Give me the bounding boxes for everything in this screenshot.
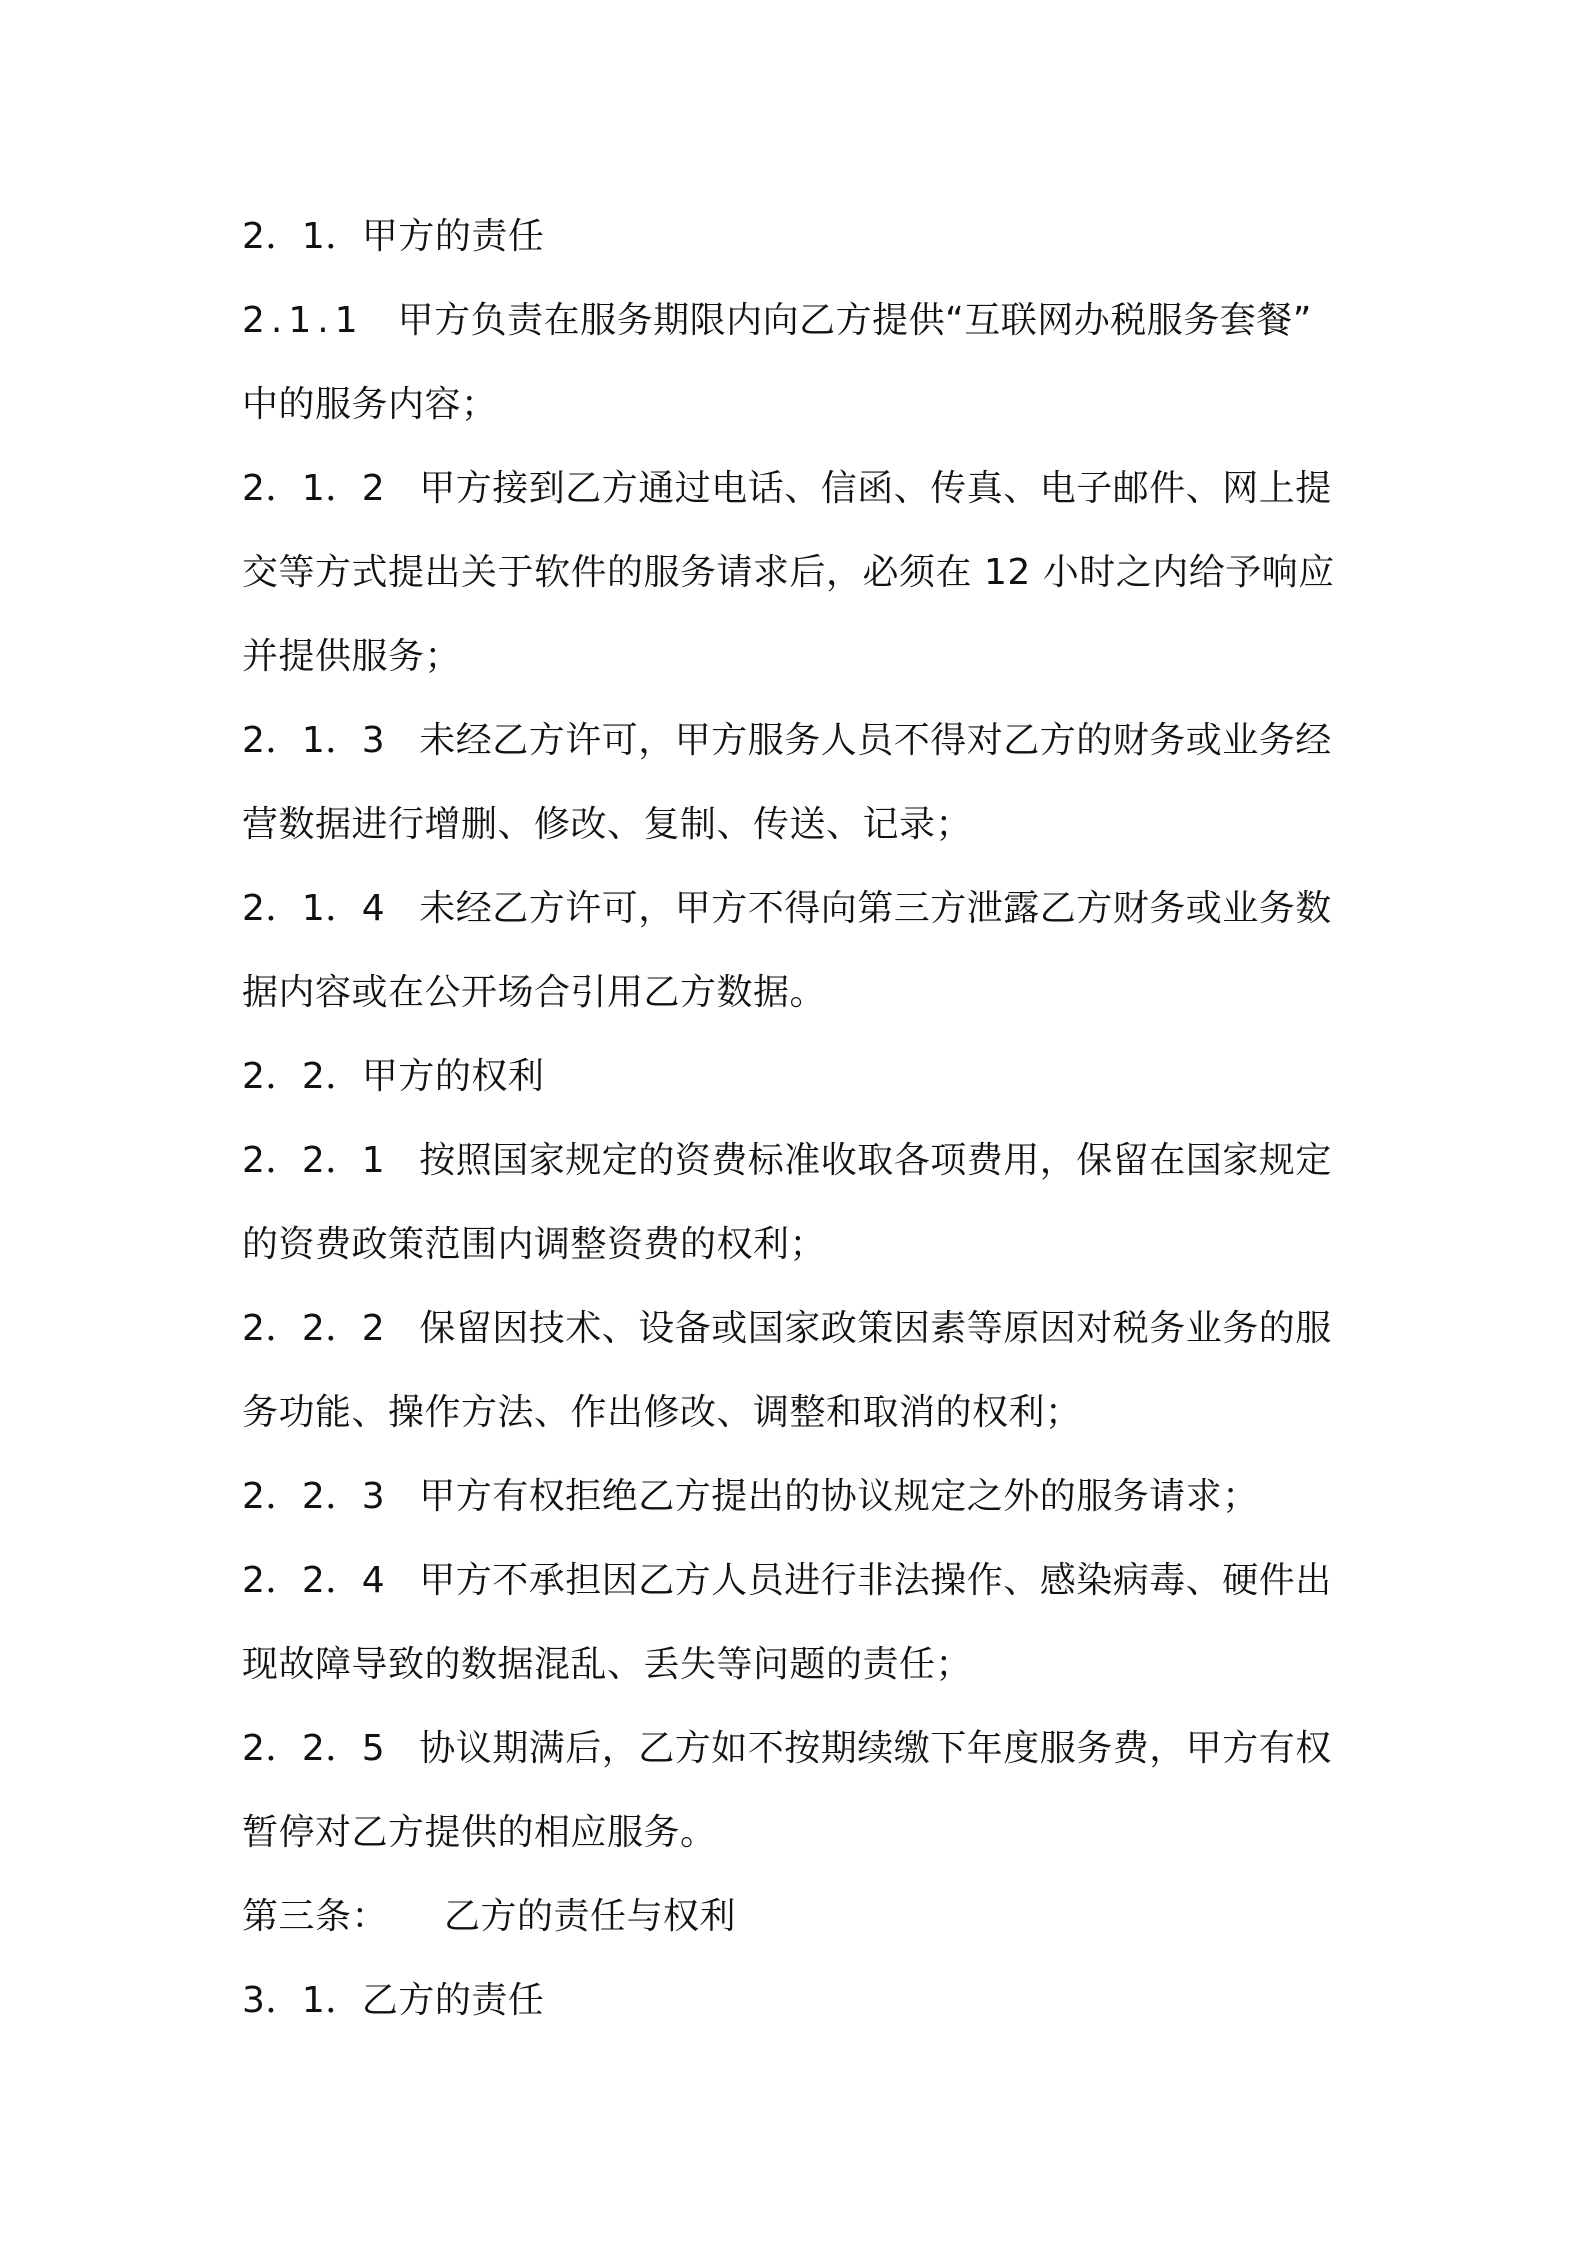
clause-number: 2.1.1 [242,300,364,341]
clause-text: 务功能、操作方法、作出修改、调整和取消的权利； [242,1392,1082,1433]
section-heading-2-1 [242,195,1362,279]
clause-number: 2．1．4 [242,888,386,929]
clause-2-1-4 [242,867,1362,951]
clause-2-2-3 [242,1455,1362,1539]
article-title: 乙方的责任与权利 [444,1896,737,1937]
clause-continuation [242,783,1362,867]
clause-text: 甲方接到乙方通过电话、信函、传真、电子邮件、网上提 [419,468,1332,509]
clause-text: 未经乙方许可，甲方不得向第三方泄露乙方财务或业务数 [419,888,1332,929]
clause-number: 2．1． [242,216,362,257]
clause-continuation [242,1371,1362,1455]
clause-text: 乙方的责任 [361,1980,545,2021]
clause-number: 2．1．2 [242,468,386,509]
clause-text: 按照国家规定的资费标准收取各项费用，保留在国家规定 [419,1140,1332,1181]
clause-continuation [242,615,1362,699]
clause-text: 未经乙方许可，甲方服务人员不得对乙方的财务或业务经 [419,720,1332,761]
clause-continuation [242,951,1362,1035]
clause-text: 甲方的责任 [361,216,545,257]
clause-2-1-1 [242,279,1362,363]
clause-number: 2．1．3 [242,720,386,761]
clause-text: 暂停对乙方提供的相应服务。 [242,1812,717,1853]
clause-text: 中的服务内容； [242,384,498,425]
clause-number: 2．2．4 [242,1560,386,1601]
clause-continuation [242,1623,1362,1707]
clause-2-2-4 [242,1539,1362,1623]
clause-text: 保留因技术、设备或国家政策因素等原因对税务业务的服 [419,1308,1332,1349]
clause-continuation [242,531,1362,615]
clause-number: 2．2．3 [242,1476,386,1517]
clause-text: 现故障导致的数据混乱、丢失等问题的责任； [242,1644,973,1685]
clause-2-2-1 [242,1119,1362,1203]
clause-number: 2．2．1 [242,1140,386,1181]
clause-number: 2．2．5 [242,1728,386,1769]
article-heading-3 [242,1875,1362,1959]
document-body [242,195,1362,2043]
clause-continuation [242,1203,1362,1287]
clause-text: 据内容或在公开场合引用乙方数据。 [242,972,827,1013]
article-number: 第三条： [242,1896,389,1937]
clause-2-1-3 [242,699,1362,783]
clause-continuation [242,363,1362,447]
clause-2-2-2 [242,1287,1362,1371]
clause-2-2-5 [242,1707,1362,1791]
clause-text: 的资费政策范围内调整资费的权利； [242,1224,827,1265]
clause-text: 甲方负责在服务期限内向乙方提供“互联网办税服务套餐” [397,300,1312,341]
clause-text: 并提供服务； [242,636,462,677]
clause-2-1-2 [242,447,1362,531]
clause-text: 甲方不承担因乙方人员进行非法操作、感染病毒、硬件出 [419,1560,1332,1601]
section-heading-3-1 [242,1959,1362,2043]
clause-text: 协议期满后，乙方如不按期续缴下年度服务费，甲方有权 [419,1728,1332,1769]
clause-text: 交等方式提出关于软件的服务请求后，必须在 12 小时之内给予响应 [242,552,1335,593]
clause-text: 甲方的权利 [361,1056,545,1097]
clause-number: 3．1． [242,1980,362,2021]
clause-text: 营数据进行增删、修改、复制、传送、记录； [242,804,973,845]
clause-number: 2．2．2 [242,1308,386,1349]
clause-text: 甲方有权拒绝乙方提出的协议规定之外的服务请求； [419,1476,1259,1517]
clause-number: 2．2． [242,1056,362,1097]
clause-continuation [242,1791,1362,1875]
section-heading-2-2 [242,1035,1362,1119]
